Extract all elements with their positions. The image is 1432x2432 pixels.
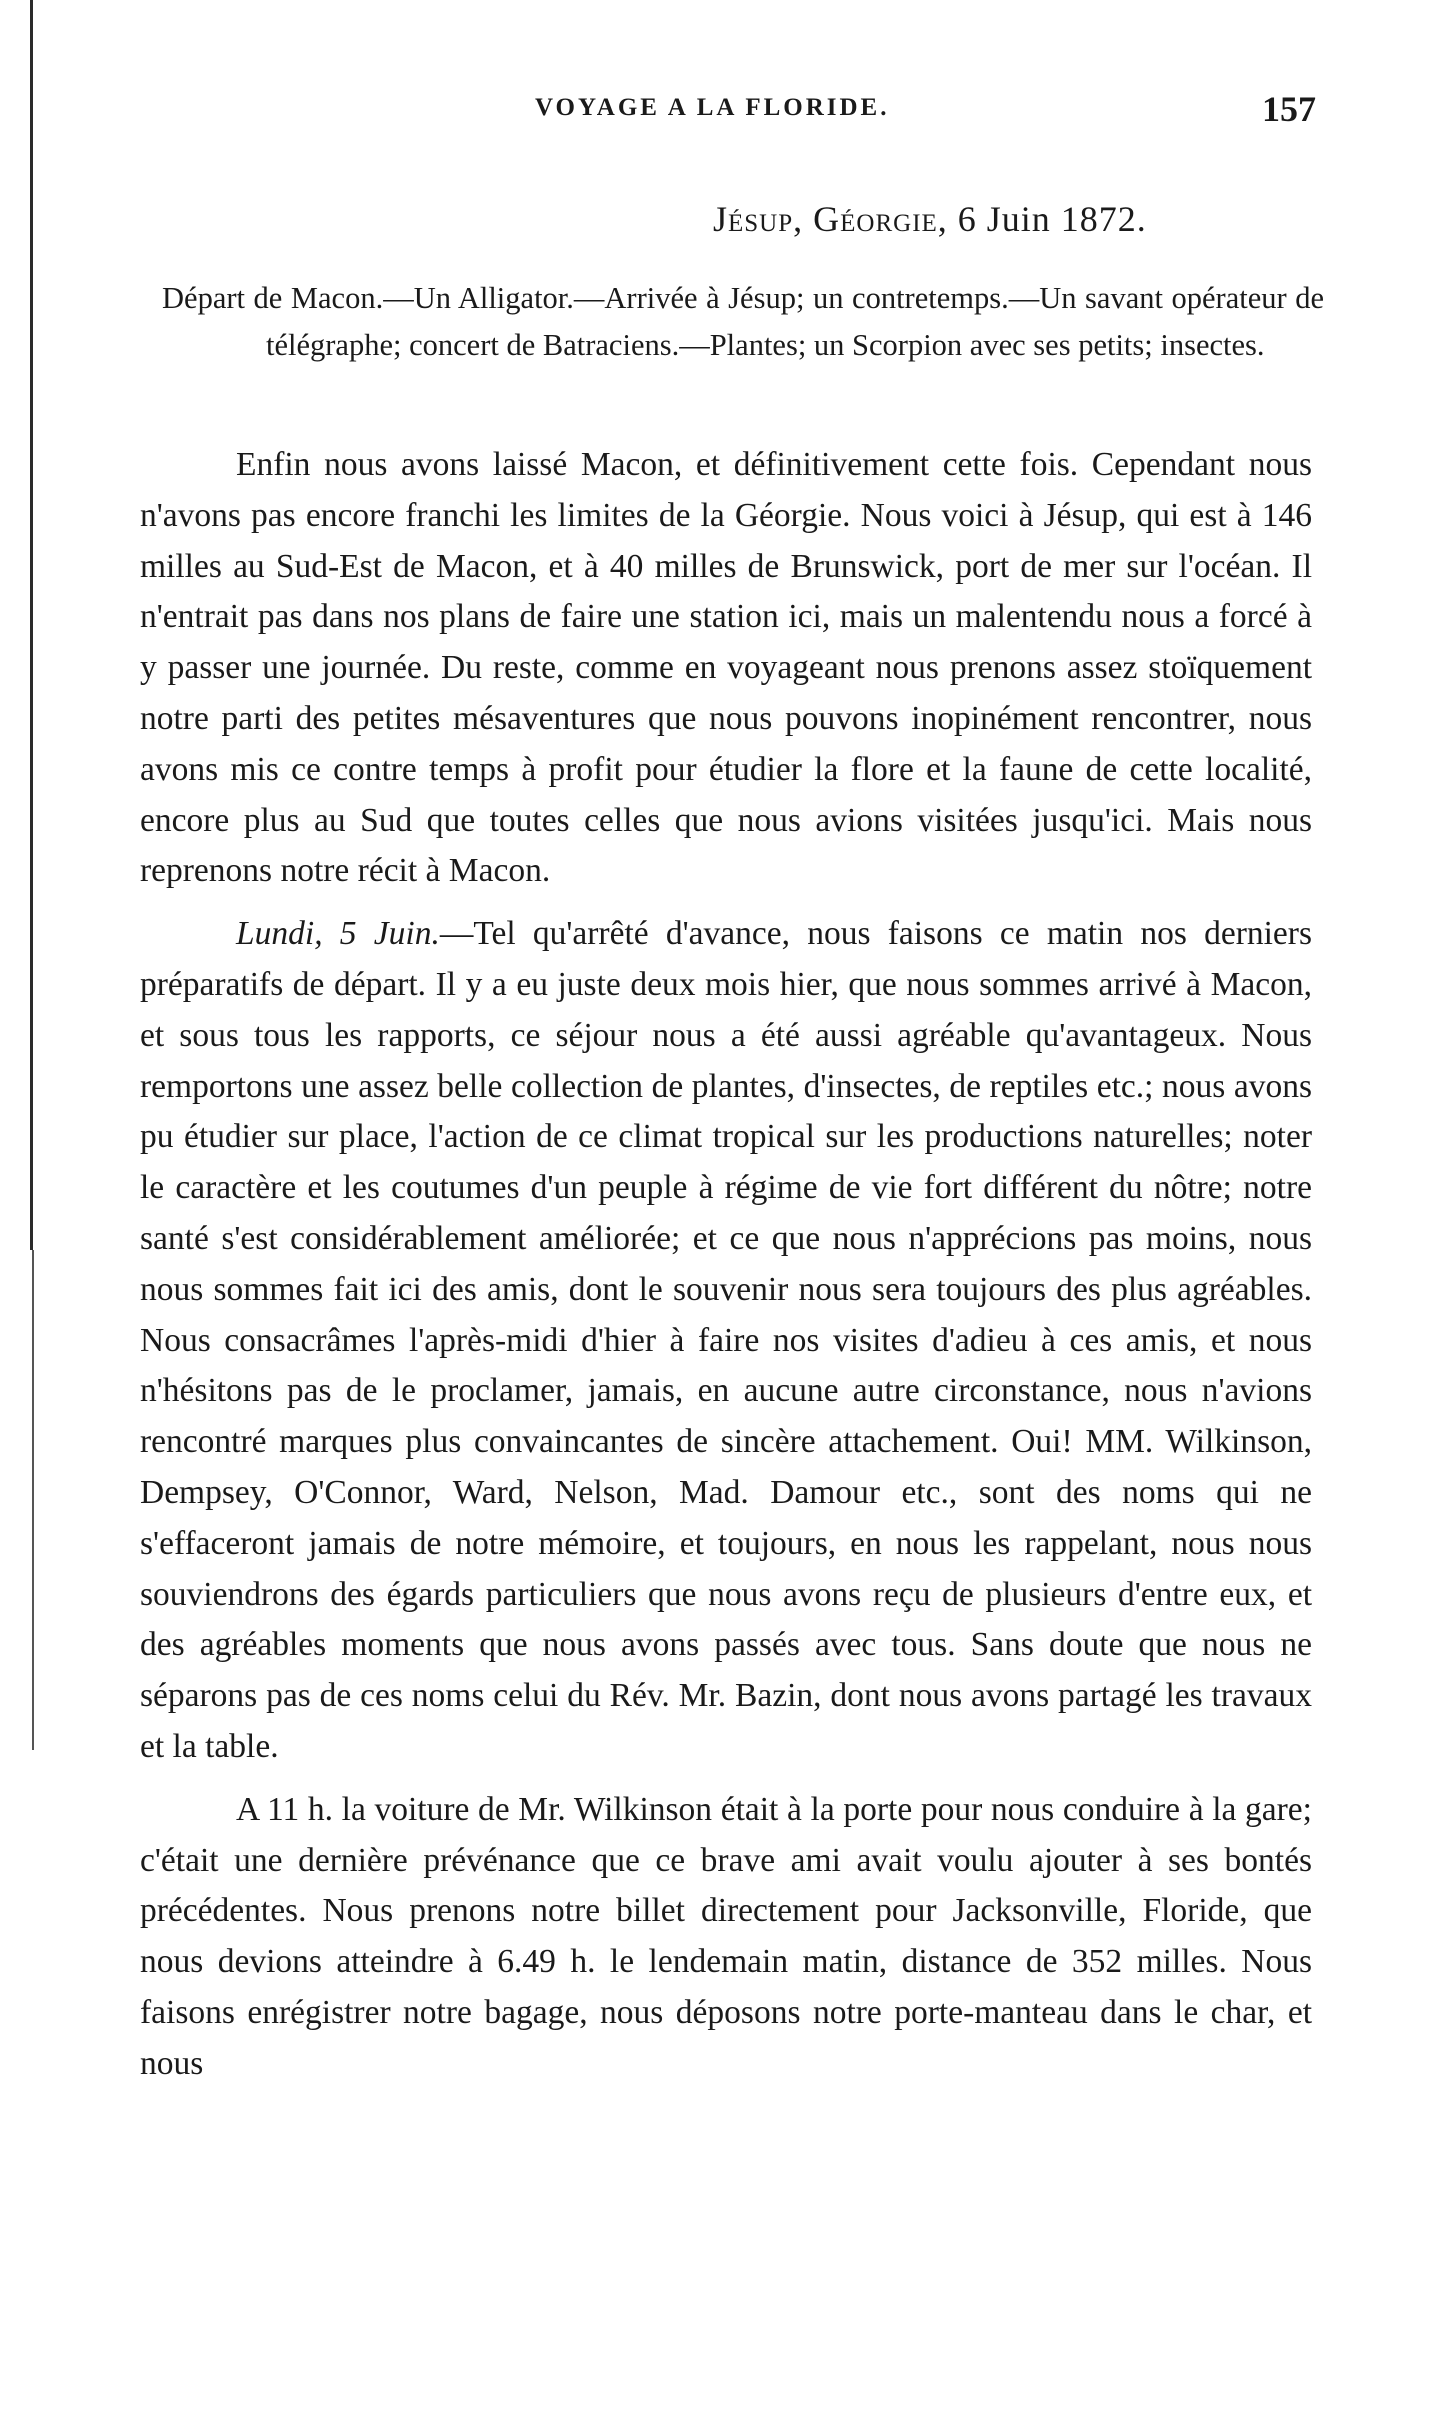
page-header (0, 88, 1432, 128)
paragraph-3: A 11 h. la voiture de Mr. Wilkinson était à la porte pour nous conduire à la gare; c'était une dernière prévénance que ce brave ami avait voulu ajouter à ses bontés précédentes. Nous prenons notre billet directement pour Jacksonville, Floride, que nous devions atteindre à 6.49 h. le lendemain matin, distance de 352 milles. Nous faisons enrégistrer notre bagage, nous déposons notre porte-manteau dans le char, et nous (140, 1790, 1312, 2082)
paragraph-2 (140, 909, 1312, 1773)
paragraph-2-date: Lundi, 5 Juin. (236, 915, 440, 953)
paragraph-1: Enfin nous avons laissé Macon, et définitivement cette fois. Cependant nous n'avons pas encore franchi les limites de la Géorgie. Nous voici à Jésup, qui est à 146 milles au Sud-Est de Macon, et à 40 milles de Brunswick, port de mer sur l'océan. Il n'entrait pas dans nos plans de faire une station ici, mais un malentendu nous a forcé à y passer une journée. Du reste, comme en voyageant nous prenons assez stoïquement notre parti des petites mésaventures que nous pouvons inopinément rencontrer, nous avons mis ce contre temps à profit pour étudier la flore et la faune de cette localité, encore plus au Sud que toutes celles que nous avions visitées jusqu'ici. Mais nous reprenons notre récit à Macon. (140, 446, 1312, 890)
page-binding-edge (30, 0, 33, 1250)
chapter-summary (162, 275, 1324, 369)
dateline (713, 198, 1147, 240)
summary-text: Départ de Macon.—Un Alligator.—Arrivée à Jésup; un contretemps.—Un savant opérateur de télégraphe; concert de Batraciens.—Plantes; un Scorpion avec ses petits; insectes. (162, 281, 1324, 362)
paragraph-2-text: —Tel qu'arrêté d'avance, nous faisons ce matin nos derniers préparatifs de départ. Il y a eu juste deux mois hier, que nous sommes arrivé à Macon, et sous tous les rapports, ce séjour nous a été aussi agréable qu'avantageux. Nous remportons une assez belle collection de plantes, d'insectes, de reptiles etc.; nous avons pu étudier sur place, l'action de ce climat tropical sur les productions naturelles; noter le caractère et les coutumes d'un peuple à régime de vie fort différent du nôtre; notre santé s'est considérablement améliorée; et ce que nous n'apprécions pas moins, nous nous sommes fait ici des amis, dont le souvenir nous sera toujours des plus agréables. Nous consacrâmes l'après-midi d'hier à faire nos visites d'adieu à ces amis, et nous n'hésitons pas de le proclamer, jamais, en aucune autre circonstance, nous n'avions rencontré marques plus convaincantes de sincère attachement. Oui! MM. Wilkinson, Dempsey, O'Connor, Ward, Nelson, Mad. Damour etc., sont des noms qui ne s'effaceront jamais de notre mémoire, et toujours, en nous les rappelant, nous nous souviendrons des égards particuliers que nous avons reçu de plusieurs d'entre eux, et des agréables moments que nous avons passés avec tous. Sans doute que nous ne séparons pas de ces noms celui du Rév. Mr. Bazin, dont nous avons partagé les travaux et la table. (140, 915, 1312, 1765)
dateline-date: 6 Juin 1872. (957, 199, 1147, 239)
body-text (140, 440, 1312, 2090)
running-title: VOYAGE A LA FLORIDE. (535, 94, 890, 121)
page-binding-edge-lower (32, 1250, 34, 1750)
page-number: 157 (1262, 89, 1316, 129)
dateline-place: Jésup, Géorgie, (713, 199, 948, 239)
